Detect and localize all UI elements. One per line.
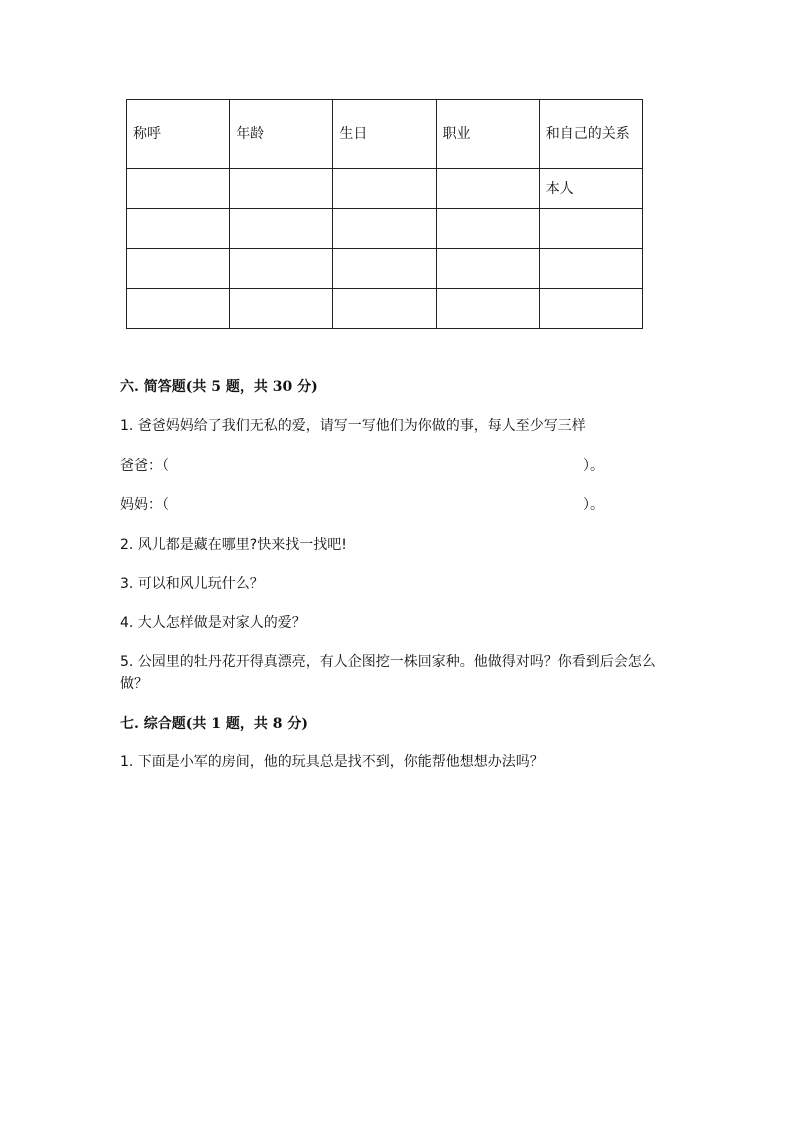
table-header-row (127, 100, 643, 169)
table-cell (230, 169, 333, 209)
mom-close-paren: ）。 (583, 497, 604, 513)
table-cell (539, 249, 642, 289)
header-title: 称呼 (127, 100, 230, 169)
question-7-1: 1. 下面是小军的房间，他的玩具总是找不到，你能帮他想想办法吗？ (120, 754, 544, 770)
table-cell (436, 289, 539, 329)
table-cell (333, 289, 436, 329)
question-6-5: 5. 公园里的牡丹花开得真漂亮，有人企图挖一株回家种。他做得对吗？你看到后会怎么做？ (120, 654, 656, 692)
table-cell (127, 289, 230, 329)
question-6-2: 2. 风儿都是藏在哪里?快来找一找吧! (120, 537, 347, 553)
table-row (127, 209, 643, 249)
dad-close-paren: ）。 (583, 458, 604, 474)
header-job: 职业 (436, 100, 539, 169)
table-cell (127, 209, 230, 249)
table-cell (230, 249, 333, 289)
table-cell (230, 289, 333, 329)
table-row (127, 249, 643, 289)
question-6-3: 3. 可以和风儿玩什么？ (120, 576, 264, 592)
header-relation: 和自己的关系 (539, 100, 642, 169)
table-cell (127, 249, 230, 289)
table-cell (333, 249, 436, 289)
dad-label: 爸爸：（ (120, 458, 169, 474)
table-cell (333, 209, 436, 249)
family-info-table (126, 99, 643, 329)
table-cell (539, 209, 642, 249)
question-6-4: 4. 大人怎样做是对家人的爱？ (120, 615, 306, 631)
section-7-title: 七. 综合题(共 1 题，共 8 分) (120, 716, 308, 732)
header-age: 年龄 (230, 100, 333, 169)
table-cell (539, 289, 642, 329)
table-row (127, 289, 643, 329)
section-6-title: 六. 简答题(共 5 题，共 30 分) (120, 379, 318, 395)
table-cell: 本人 (539, 169, 642, 209)
header-birthday: 生日 (333, 100, 436, 169)
table-row (127, 169, 643, 209)
question-6-1: 1. 爸爸妈妈给了我们无私的爱，请写一写他们为你做的事，每人至少写三样 (120, 418, 586, 434)
table-cell (436, 249, 539, 289)
table-cell (127, 169, 230, 209)
mom-label: 妈妈：（ (120, 497, 169, 513)
table-cell (436, 209, 539, 249)
table-cell (436, 169, 539, 209)
table-cell (230, 209, 333, 249)
table-cell (333, 169, 436, 209)
